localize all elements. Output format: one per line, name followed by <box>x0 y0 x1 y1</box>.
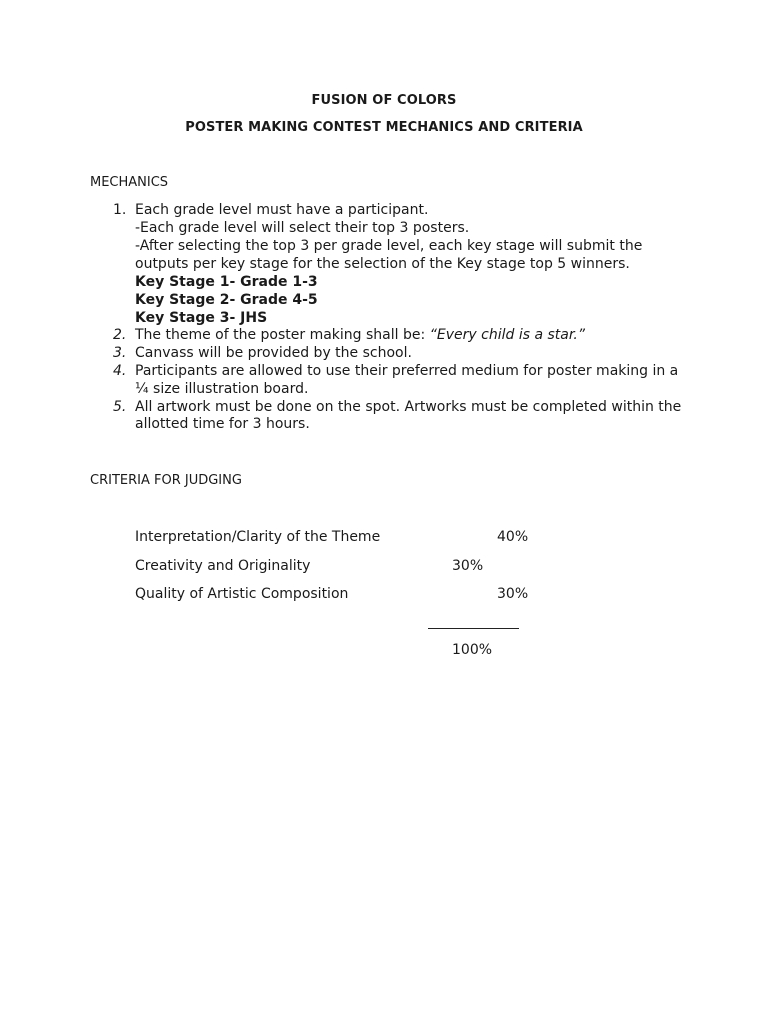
criteria-value: 30% <box>452 558 484 574</box>
list-item-line: -After selecting the top 3 per grade level, each key stage will submit the <box>135 238 643 254</box>
theme-quote: “Every child is a star.” <box>429 327 586 343</box>
key-stage-1: Key Stage 1- Grade 1-3 <box>135 274 318 290</box>
list-item-number: 3. <box>113 345 127 361</box>
total-rule <box>428 628 519 629</box>
list-item-number: 1. <box>113 202 127 218</box>
criteria-label: Creativity and Originality <box>135 558 311 574</box>
criteria-value: 40% <box>497 529 529 545</box>
list-item-line: allotted time for 3 hours. <box>135 416 310 432</box>
document-subtitle: POSTER MAKING CONTEST MECHANICS AND CRITERIA <box>185 120 583 135</box>
document-title: FUSION OF COLORS <box>311 93 457 108</box>
list-item-line: -Each grade level will select their top 3 posters. <box>135 220 470 236</box>
list-item-number: 5. <box>113 399 127 415</box>
theme-text: The theme of the poster making shall be: <box>135 327 430 343</box>
list-item-line: Each grade level must have a participant. <box>135 202 429 218</box>
list-item-number: 4. <box>113 363 127 379</box>
mechanics-heading: MECHANICS <box>90 175 169 190</box>
list-item-line: Canvass will be provided by the school. <box>135 345 412 361</box>
criteria-label: Quality of Artistic Composition <box>135 586 349 602</box>
list-item-line: Participants are allowed to use their preferred medium for poster making in a <box>135 363 679 379</box>
list-item-line: All artwork must be done on the spot. Artworks must be completed within the <box>135 399 682 415</box>
list-item-line: outputs per key stage for the selection of the Key stage top 5 winners. <box>135 256 630 272</box>
list-item-number: 2. <box>113 327 127 343</box>
key-stage-2: Key Stage 2- Grade 4-5 <box>135 292 318 308</box>
criteria-value: 30% <box>497 586 529 602</box>
list-item-line: ¼ size illustration board. <box>135 381 309 397</box>
theme-line <box>135 327 585 345</box>
criteria-total: 100% <box>452 642 493 658</box>
criteria-heading: CRITERIA FOR JUDGING <box>90 473 242 488</box>
criteria-label: Interpretation/Clarity of the Theme <box>135 529 381 545</box>
key-stage-3: Key Stage 3- JHS <box>135 310 268 326</box>
